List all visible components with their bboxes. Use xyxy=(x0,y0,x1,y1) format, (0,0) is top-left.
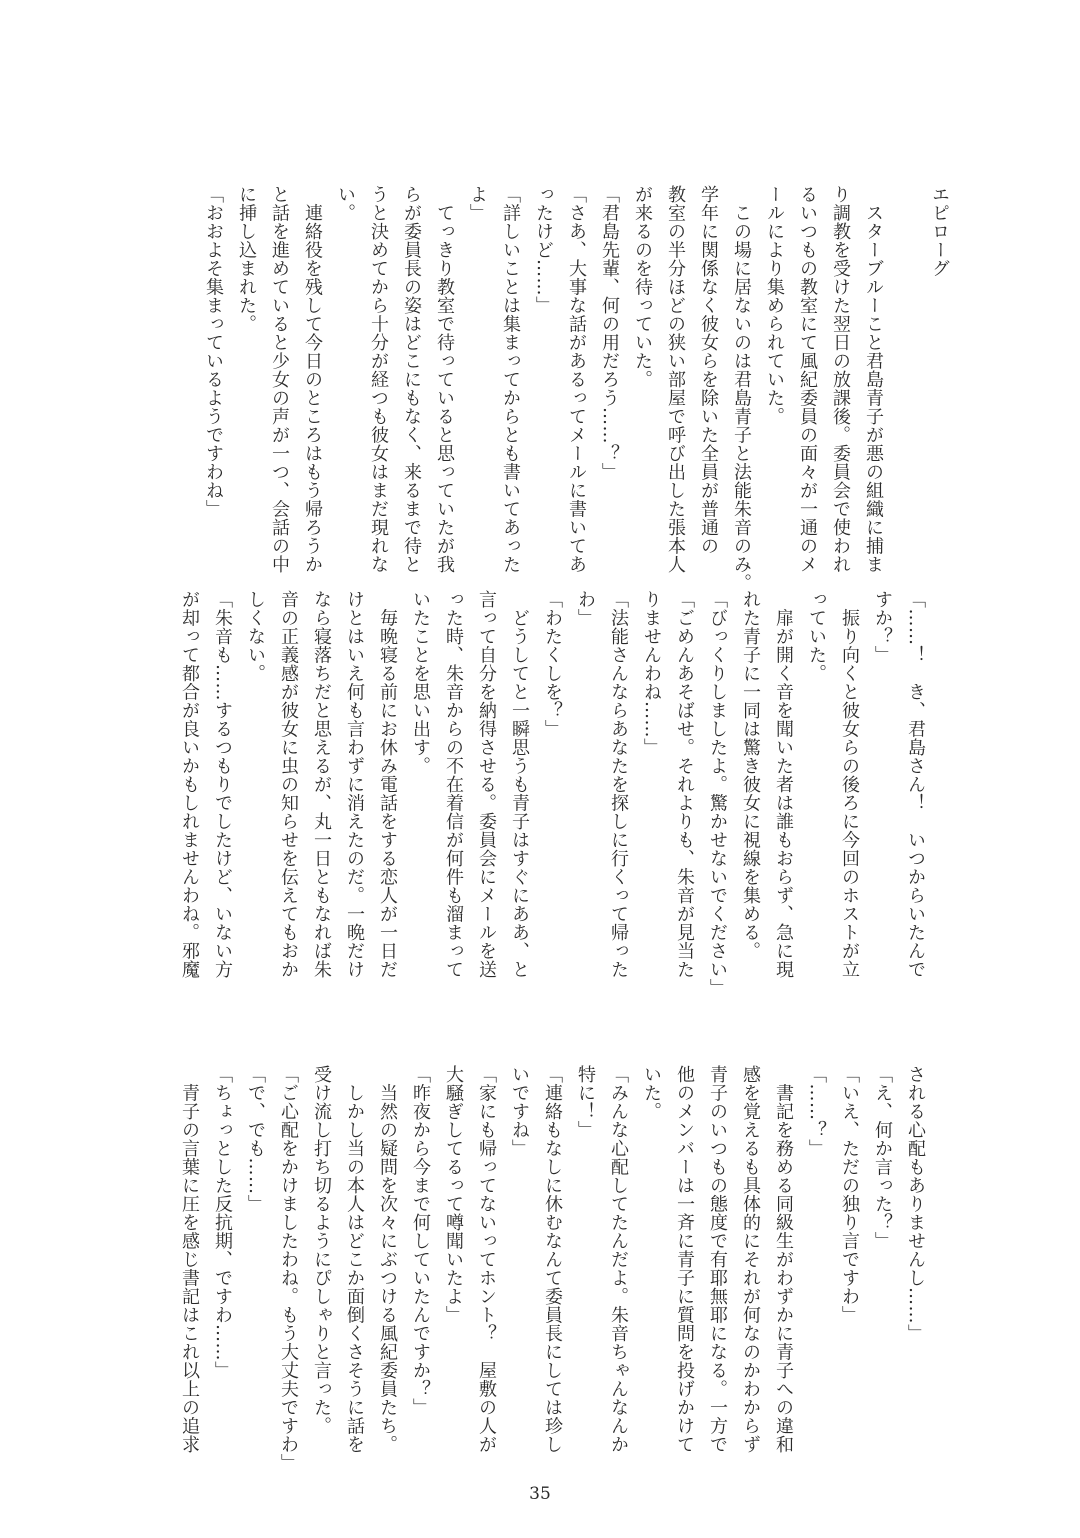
text-column: 教室の半分ほどの狭い部屋で呼び出した張本人 xyxy=(665,185,686,574)
text-column: 感を覚えるも具体的にそれが何なのかわからず xyxy=(740,1065,761,1454)
text-column: わ」 xyxy=(575,590,596,627)
text-column: いたことを思い出す。 xyxy=(410,590,431,775)
text-column: らが委員長の姿はどこにもなく、来るまで待と xyxy=(401,185,422,574)
text-column: 「さあ、大事な話があるってメールに書いてあ xyxy=(566,185,587,574)
text-column: 「ちょっとした反抗期、ですわ……」 xyxy=(212,1065,233,1380)
text-column: 「おおよそ集まっているようですわね」 xyxy=(203,185,224,518)
text-column: 「……！ き、君島さん！ いつからいたんで xyxy=(905,590,926,979)
text-column: けとはいえ何も言わずに消えたのだ。一晩だけ xyxy=(344,590,365,979)
text-column: 当然の疑問を次々にぶつける風紀委員たち。 xyxy=(377,1065,398,1454)
page-number: 35 xyxy=(529,1484,551,1504)
text-column: 「わたくしを？」 xyxy=(542,590,563,738)
text-column: される心配もありませんし……」 xyxy=(905,1065,926,1343)
text-column: りませんわね……」 xyxy=(641,590,662,757)
text-column: どうしてと一瞬思うも青子はすぐにああ、と xyxy=(509,590,530,979)
text-column: うと決めてから十分が経つも彼女はまだ現れな xyxy=(368,185,389,574)
text-column: 扉が開く音を聞いた者は誰もおらず、急に現 xyxy=(773,590,794,979)
text-column: いた。 xyxy=(641,1065,662,1121)
text-column: 毎晩寝る前にお休み電話をする恋人が一日だ xyxy=(377,590,398,979)
text-column: 特に！」 xyxy=(575,1065,596,1139)
text-column: 言って自分を納得させる。委員会にメールを送 xyxy=(476,590,497,979)
text-column: 振り向くと彼女らの後ろに今回のホストが立 xyxy=(839,590,860,979)
text-column: 「みんな心配してたんだよ。朱音ちゃんなんか xyxy=(608,1065,629,1454)
text-column: れた青子に一同は驚き彼女に視線を集める。 xyxy=(740,590,761,960)
text-column: 「昨夜から今まで何していたんですか？」 xyxy=(410,1065,431,1417)
text-column: と話を進めていると少女の声が一つ、会話の中 xyxy=(269,185,290,574)
text-column: 青子の言葉に圧を感じ書記はこれ以上の追求 xyxy=(179,1065,200,1454)
text-column: この場に居ないのは君島青子と法能朱音のみ。 xyxy=(731,185,752,592)
text-column: 音の正義感が彼女に虫の知らせを伝えてもおか xyxy=(278,590,299,979)
text-column: 他のメンバーは一斉に青子に質問を投げかけて xyxy=(674,1065,695,1454)
text-column: に挿し込まれた。 xyxy=(236,185,257,333)
text-column: いですね」 xyxy=(509,1065,530,1158)
text-column: が来るのを待っていた。 xyxy=(632,185,653,389)
text-column: るいつもの教室にて風紀委員の面々が一通のメ xyxy=(797,185,818,574)
text-column: り調教を受けた翌日の放課後。委員会で使われ xyxy=(830,185,851,574)
text-column: 「……？」 xyxy=(806,1065,827,1158)
text-column: 「連絡もなしに休むなんて委員長にしては珍し xyxy=(542,1065,563,1454)
text-column: 「ご心配をかけましたわね。もう大丈夫ですわ」 xyxy=(278,1065,299,1472)
text-tier-bottom xyxy=(172,1065,932,1472)
text-column: 書記を務める同級生がわずかに青子への違和 xyxy=(773,1065,794,1454)
text-column: 「え、何か言った？」 xyxy=(872,1065,893,1250)
text-column: 受け流し打ち切るようにぴしゃりと言った。 xyxy=(311,1065,332,1435)
text-column: なら寝落ちだと思えるが、丸一日ともなれば朱 xyxy=(311,590,332,979)
text-column: 「で、でも……」 xyxy=(245,1065,266,1213)
text-column: い。 xyxy=(335,185,356,222)
text-column xyxy=(890,185,923,585)
text-column: っていた。 xyxy=(806,590,827,683)
text-column: しかし当の本人はどこか面倒くさそうに話を xyxy=(344,1065,365,1454)
text-column: 大騒ぎしてるって噂聞いたよ」 xyxy=(443,1065,464,1324)
text-column: 「君島先輩、何の用だろう……？」 xyxy=(599,185,620,481)
text-column: 「びっくりしましたよ。驚かせないでください」 xyxy=(707,590,728,997)
text-column: 「朱音も……するつもりでしたけど、いない方 xyxy=(212,590,233,979)
text-column: よ」 xyxy=(467,185,488,222)
text-column: すか？」 xyxy=(872,590,893,664)
text-tier-top xyxy=(196,185,956,592)
text-column: が却って都合が良いかもしれませんわね。邪魔 xyxy=(179,590,200,979)
text-tier-middle xyxy=(172,590,932,997)
text-column: 「法能さんならあなたを探しに行くって帰った xyxy=(608,590,629,979)
text-column: ったけど……」 xyxy=(533,185,554,315)
text-column: 連絡役を残して今日のところはもう帰ろうか xyxy=(302,185,323,574)
text-column: 「ごめんあそばせ。それよりも、朱音が見当た xyxy=(674,590,695,979)
chapter-title: エピローグ xyxy=(929,185,950,278)
text-column: 青子のいつもの態度で有耶無耶になる。一方で xyxy=(707,1065,728,1454)
text-column: てっきり教室で待っていると思っていたが我 xyxy=(434,185,455,574)
text-column: 学年に関係なく彼女らを除いた全員が普通の xyxy=(698,185,719,555)
text-column: スターブルーこと君島青子が悪の組織に捕ま xyxy=(863,185,884,574)
text-column: 「いえ、ただの独り言ですわ」 xyxy=(839,1065,860,1324)
text-column: しくない。 xyxy=(245,590,266,683)
text-column: った時、朱音からの不在着信が何件も溜まって xyxy=(443,590,464,979)
text-column: ールにより集められていた。 xyxy=(764,185,785,426)
text-column: 「家にも帰ってないってホント？ 屋敷の人が xyxy=(476,1065,497,1454)
text-column: 「詳しいことは集まってからとも書いてあった xyxy=(500,185,521,574)
